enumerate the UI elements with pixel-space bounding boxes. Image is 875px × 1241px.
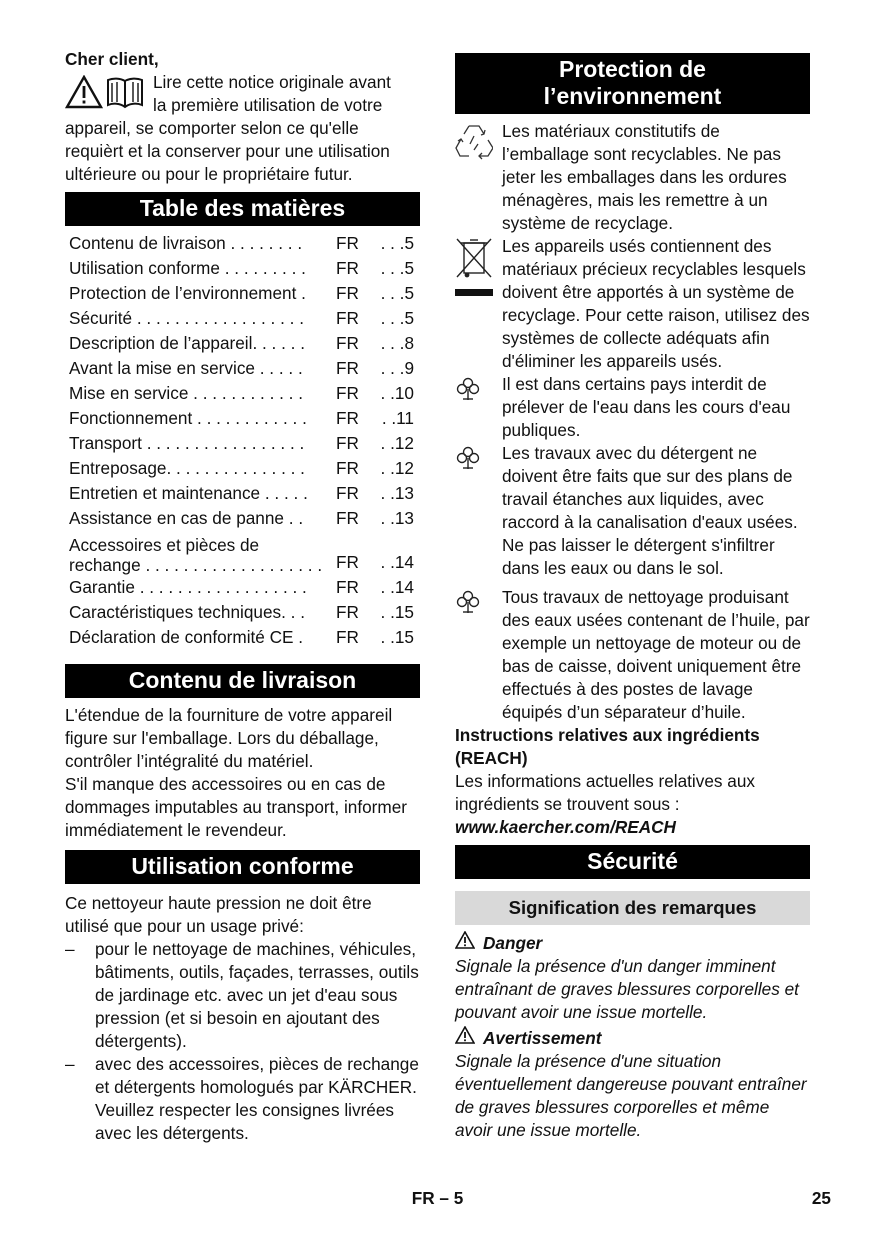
toc-entry-title: Avant la mise en service bbox=[69, 358, 255, 378]
toc-entry-language: FR bbox=[336, 602, 359, 622]
toc-entry[interactable] bbox=[69, 381, 420, 406]
avertissement-label: Avertissement bbox=[483, 1027, 602, 1048]
warning-triangle-icon bbox=[455, 931, 475, 955]
toc-entry[interactable] bbox=[69, 306, 420, 331]
danger-label-row bbox=[455, 931, 810, 955]
toc-entry-page: . .15 bbox=[380, 602, 414, 622]
toc-entry-page: . .14 bbox=[380, 577, 414, 597]
toc-entry[interactable] bbox=[69, 625, 420, 650]
utilisation-heading bbox=[65, 850, 420, 884]
toc-entry-leader: . . . . . . . . . . . . . . . . . . bbox=[132, 308, 304, 328]
toc-entry-title: Utilisation conforme bbox=[69, 258, 220, 278]
securite-heading bbox=[455, 845, 810, 879]
toc-entry-leader: . . . bbox=[281, 602, 305, 622]
toc-entry[interactable] bbox=[69, 431, 420, 456]
toc-entry-page: . .12 bbox=[380, 458, 414, 478]
reach-text: Les informations actuelles relatives aux ingrédients se trouvent sous : bbox=[455, 771, 755, 814]
toc-entry-leader: . . bbox=[284, 508, 304, 528]
toc-entry[interactable] bbox=[69, 331, 420, 356]
utilisation-item-1-text: pour le nettoyage de machines, véhicules, bâtiments, outils, façades, terrasses, outils de jardinage etc. avec un jet d'eau sous pression (et si besoin en ajoutant des détergents). bbox=[95, 939, 419, 1051]
reach-title: Instructions relatives aux ingrédients (REACH) bbox=[455, 725, 760, 768]
toc-entry-title-wrap bbox=[69, 600, 332, 625]
toc-entry-language: FR bbox=[336, 408, 359, 428]
livraison-paragraph-2: S'il manque des accessoires ou en cas de dommages imputables au transport, informer immédiatement le revendeur. bbox=[65, 774, 407, 840]
list-dash: – bbox=[65, 939, 75, 959]
left-column bbox=[65, 48, 420, 1145]
utilisation-item-2 bbox=[65, 1053, 420, 1145]
toc-entry-language: FR bbox=[336, 433, 359, 453]
toc-entry-title-wrap bbox=[69, 256, 332, 281]
toc-entry-language: FR bbox=[336, 358, 359, 378]
toc-entry-leader: . . . . . bbox=[254, 358, 303, 378]
utilisation-heading-text: Utilisation conforme bbox=[131, 853, 354, 879]
environnement-item-5-text: Tous travaux de nettoyage produisant des eaux usées contenant de l’huile, par exemple un nettoyage de moteur ou de bas de caisse, doivent uniquement être effectués à des postes de lavage équipés d’un séparateur d’huile. bbox=[502, 587, 810, 722]
warning-triangle-icon bbox=[455, 1026, 475, 1050]
toc-entry-language: FR bbox=[336, 233, 359, 253]
toc-entry-page: . .13 bbox=[380, 508, 414, 528]
environnement-heading-line-1: Protection de bbox=[559, 56, 706, 82]
intro-block bbox=[65, 71, 420, 186]
recycle-icon bbox=[455, 122, 493, 166]
intro-text: appareil, se comporter selon ce qu'elle requièrt et la conserver pour une utilisation ultérieure ou pour le propriétaire futur. bbox=[65, 118, 390, 184]
toc-entry-leader: . bbox=[296, 283, 306, 303]
toc-entry-language: FR bbox=[336, 508, 359, 528]
utilisation-item-1 bbox=[65, 938, 420, 1053]
toc-entry-title-wrap bbox=[69, 431, 332, 456]
toc-entry-title: Entreposage bbox=[69, 458, 167, 478]
environnement-item-3-text: Il est dans certains pays interdit de prélever de l'eau dans les cours d'eau publiques. bbox=[502, 374, 791, 440]
toc-entry-title: Protection de l’environnement bbox=[69, 283, 297, 303]
toc-entry-language: FR bbox=[336, 552, 359, 572]
environnement-item-water bbox=[455, 373, 810, 442]
environnement-item-4-text: Les travaux avec du détergent ne doivent être faits que sur des plans de travail étanches aux liquides, avec raccord à la canalisation d'eaux usées. Ne pas laisser le détergent s'infiltrer dans les eaux ou dans le sol. bbox=[502, 443, 798, 578]
danger-label: Danger bbox=[483, 932, 543, 953]
toc-entry-title-wrap bbox=[69, 536, 332, 575]
toc-entry[interactable] bbox=[69, 481, 420, 506]
toc-entry[interactable] bbox=[69, 456, 420, 481]
toc-entry-title-wrap bbox=[69, 406, 332, 431]
toc-entry-leader: . . . . . bbox=[260, 483, 308, 503]
toc-entry-title-wrap bbox=[69, 306, 332, 331]
footer-section-number: FR – 5 bbox=[411, 1188, 464, 1208]
toc-entry-title: Garantie bbox=[69, 577, 135, 597]
environment-flower-icon bbox=[455, 590, 481, 620]
toc-entry-language: FR bbox=[336, 627, 359, 647]
toc-entry-title-wrap bbox=[69, 625, 332, 650]
toc-entry-title-wrap bbox=[69, 381, 332, 406]
avertissement-label-row bbox=[455, 1026, 810, 1050]
environment-flower-icon bbox=[455, 446, 481, 476]
environnement-item-detergent bbox=[455, 442, 810, 580]
toc-entry-leader: . . . . . . . . . bbox=[219, 258, 306, 278]
intro-line-2: la première utilisation de votre bbox=[153, 95, 383, 115]
environnement-item-2-text: Les appareils usés contiennent des matériaux précieux recyclables lesquels doivent être apportés à un système de recyclage. Pour cette raison, utilisez des systèmes de collecte adéquats afin d'éliminer les appareils usés. bbox=[502, 236, 810, 371]
toc-heading-text: Table des matières bbox=[139, 195, 346, 221]
toc-entry-language: FR bbox=[336, 308, 359, 328]
environnement-heading-line-2: l’environnement bbox=[543, 83, 722, 109]
environnement-item-recycle bbox=[455, 120, 810, 235]
toc-entry-language: FR bbox=[336, 577, 359, 597]
livraison-heading bbox=[65, 664, 420, 698]
environnement-item-1-text: Les matériaux constitutifs de l’emballage sont recyclables. Ne pas jeter les emballages dans les ordures ménagères, mais les remettre à un système de recyclage. bbox=[502, 121, 787, 233]
toc-entry-page: . .14 bbox=[380, 552, 414, 572]
toc-entry[interactable] bbox=[69, 406, 420, 431]
environnement-item-weee bbox=[455, 235, 810, 373]
toc-entry-page: . .15 bbox=[380, 627, 414, 647]
toc-entry-title-wrap bbox=[69, 356, 332, 381]
toc-entry-page: . . .9 bbox=[380, 358, 414, 378]
toc-entry-leader: . . . . . . bbox=[252, 333, 305, 353]
livraison-paragraph-1: L'étendue de la fourniture de votre appareil figure sur l'emballage. Lors du déballage, contrôler l’intégralité du matériel. bbox=[65, 705, 393, 771]
toc-entry-title: Entretien et maintenance bbox=[69, 483, 261, 503]
securite-heading-text: Sécurité bbox=[587, 848, 678, 874]
environment-flower-icon bbox=[455, 377, 481, 407]
toc-entry-language: FR bbox=[336, 483, 359, 503]
toc-entry-title: Transport bbox=[69, 433, 142, 453]
toc-entry-leader: . . . . . . . . . . . . bbox=[192, 408, 307, 428]
toc-entry-title: Contenu de livraison bbox=[69, 233, 226, 253]
signification-subheading-text: Signification des remarques bbox=[508, 897, 757, 918]
toc-entry-page: . . .5 bbox=[380, 258, 414, 278]
utilisation-paragraph: Ce nettoyeur haute pression ne doit être utilisé que pour un usage privé: bbox=[65, 893, 372, 936]
toc-entry-page: . .10 bbox=[380, 383, 414, 403]
salutation: Cher client, bbox=[65, 49, 159, 69]
toc-heading bbox=[65, 192, 420, 226]
environnement-heading bbox=[455, 53, 810, 114]
toc-entry-title-wrap bbox=[69, 481, 332, 506]
reach-link[interactable]: www.kaercher.com/REACH bbox=[455, 817, 676, 837]
toc-entry-title-wrap bbox=[69, 575, 332, 600]
toc-entry-leader: . . . . . . . . . . . . . . . bbox=[166, 458, 305, 478]
toc-entry[interactable] bbox=[69, 575, 420, 600]
toc-entry-language: FR bbox=[336, 258, 359, 278]
toc-entry[interactable] bbox=[69, 281, 420, 306]
toc-entry-language: FR bbox=[336, 458, 359, 478]
toc-entry-title-wrap bbox=[69, 331, 332, 356]
livraison-heading-text: Contenu de livraison bbox=[128, 667, 357, 693]
toc-entry-title: Assistance en cas de panne bbox=[69, 508, 284, 528]
footer-page-number: 25 bbox=[811, 1188, 831, 1208]
avertissement-text: Signale la présence d'une situation éventuellement dangereuse pouvant entraîner de graves blessures corporelles et même avoir une issue mortelle. bbox=[455, 1051, 807, 1140]
toc-entry-title: Déclaration de conformité CE bbox=[69, 627, 294, 647]
toc-entry-page: . . .5 bbox=[380, 283, 414, 303]
toc-entry[interactable] bbox=[69, 256, 420, 281]
toc-entry-language: FR bbox=[336, 283, 359, 303]
toc-entry-page: . . .8 bbox=[380, 333, 414, 353]
toc-entry-title-wrap bbox=[69, 231, 332, 256]
list-dash: – bbox=[65, 1054, 75, 1074]
toc-entry-title: Description de l’appareil bbox=[69, 333, 253, 353]
toc-entry-title: Fonctionnement bbox=[69, 408, 193, 428]
toc-entry-leader: . . . . . . . . . . . . . . . . . . bbox=[134, 577, 307, 597]
toc-entry-leader: . . . . . . . . . . . . . . . . . . . bbox=[140, 554, 323, 575]
warning-triangle-icon bbox=[65, 75, 103, 115]
right-column bbox=[455, 53, 810, 1142]
toc-entry-title: Sécurité bbox=[69, 308, 133, 328]
toc-entry[interactable] bbox=[69, 506, 420, 531]
toc-entry-page: . .12 bbox=[380, 433, 414, 453]
toc-entry-title-wrap bbox=[69, 506, 332, 531]
intro-line-1: Lire cette notice originale avant bbox=[153, 72, 391, 92]
toc-entry-page: . . .5 bbox=[380, 233, 414, 253]
toc-entry-language: FR bbox=[336, 333, 359, 353]
open-book-icon bbox=[105, 75, 145, 115]
toc-entry-page: . .11 bbox=[381, 408, 414, 428]
toc-entry[interactable] bbox=[69, 531, 420, 575]
toc-entry-leader: . . . . . . . . bbox=[225, 233, 303, 253]
toc-entry[interactable] bbox=[69, 600, 420, 625]
signification-subheading bbox=[455, 891, 810, 925]
utilisation-item-2-text: avec des accessoires, pièces de rechange et détergents homologués par KÄRCHER. Veuillez respecter les consignes livrées avec les détergents. bbox=[95, 1054, 419, 1143]
toc-entry-title-wrap bbox=[69, 281, 332, 306]
toc-entry-title-wrap bbox=[69, 456, 332, 481]
toc-entry-leader: . . . . . . . . . . . . bbox=[188, 383, 304, 403]
toc-entry-page: . . .5 bbox=[380, 308, 414, 328]
toc-entry-title: Accessoires et pièces de rechange bbox=[69, 536, 260, 575]
toc-entry-title: Mise en service bbox=[69, 383, 189, 403]
toc-entry-title: Caractéristiques techniques bbox=[69, 602, 282, 622]
table-of-contents bbox=[69, 231, 420, 650]
toc-entry-leader: . bbox=[293, 627, 304, 647]
crossed-bin-icon bbox=[455, 237, 493, 303]
toc-entry[interactable] bbox=[69, 356, 420, 381]
toc-entry[interactable] bbox=[69, 231, 420, 256]
environnement-item-oil bbox=[455, 586, 810, 724]
danger-text: Signale la présence d'un danger imminent entraînant de graves blessures corporelles et pouvant avoir une issue mortelle. bbox=[455, 956, 799, 1022]
toc-entry-leader: . . . . . . . . . . . . . . . . . bbox=[141, 433, 305, 453]
toc-entry-language: FR bbox=[336, 383, 359, 403]
toc-entry-page: . .13 bbox=[380, 483, 414, 503]
